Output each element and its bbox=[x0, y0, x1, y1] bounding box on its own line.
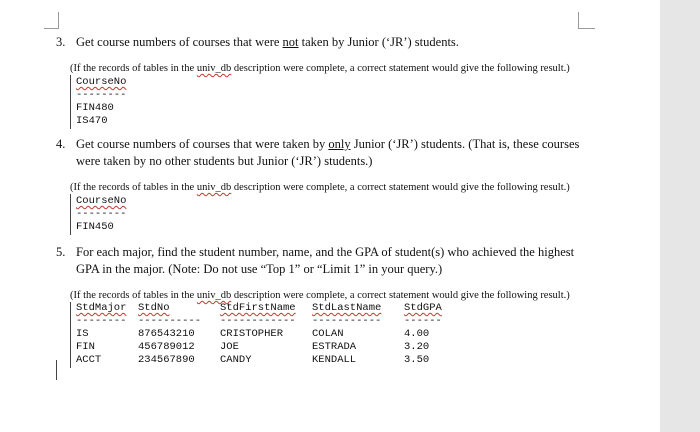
table-header-row bbox=[76, 302, 442, 315]
right-scroll-gutter bbox=[660, 0, 700, 432]
cell-stdfirstname: CANDY bbox=[220, 354, 252, 366]
cell-stdmajor: IS bbox=[76, 328, 89, 340]
header-divider: -------- bbox=[76, 208, 127, 220]
result-left-border bbox=[70, 194, 71, 235]
emphasis-only: only bbox=[328, 137, 351, 151]
result-note: (If the records of tables in the univ_db description were complete, a correct statement would give the following result.) bbox=[70, 63, 570, 74]
table-row bbox=[76, 328, 442, 341]
result-table bbox=[76, 302, 442, 367]
cell-stdlastname: KENDALL bbox=[312, 354, 357, 366]
univ-db-link: univ_db bbox=[196, 63, 232, 74]
result-left-border bbox=[70, 75, 71, 129]
cell-stdmajor: FIN bbox=[76, 341, 95, 353]
question-text: For each major, find the student number, name, and the GPA of student(s) who achieved the highest GPA in the major. (Note: Do not use “Top 1” or “Limit 1” in your query.) bbox=[76, 245, 575, 276]
cell-stdfirstname: CRISTOPHER bbox=[220, 328, 284, 340]
question-text: Get course numbers of courses that were not taken by Junior (‘JR’) students. bbox=[76, 35, 459, 49]
table-row bbox=[76, 341, 442, 354]
divider: ------------ bbox=[220, 315, 296, 327]
result-block-3 bbox=[70, 62, 570, 128]
column-header-courseno: CourseNo bbox=[76, 195, 127, 207]
result-block-4 bbox=[70, 181, 570, 234]
column-header-stdlastname: StdLastName bbox=[312, 302, 382, 314]
page-left-margin-line bbox=[56, 360, 57, 380]
header-divider: -------- bbox=[76, 89, 127, 101]
result-note: (If the records of tables in the univ_db description were complete, a correct statement would give the following result.) bbox=[70, 182, 570, 193]
result-row: IS470 bbox=[76, 115, 108, 127]
cell-stdno: 876543210 bbox=[138, 328, 195, 340]
divider: ---------- bbox=[138, 315, 202, 327]
result-left-border bbox=[70, 302, 71, 368]
cell-stdmajor: ACCT bbox=[76, 354, 102, 366]
univ-db-link: univ_db bbox=[196, 290, 232, 301]
emphasis-not: not bbox=[282, 35, 299, 49]
question-number: 3. bbox=[56, 35, 66, 49]
univ-db-link: univ_db bbox=[196, 182, 232, 193]
divider: ------ bbox=[404, 315, 442, 327]
cell-stdlastname: ESTRADA bbox=[312, 341, 357, 353]
column-header-stdfirstname: StdFirstName bbox=[220, 302, 296, 314]
cell-stdgpa: 3.50 bbox=[404, 354, 430, 366]
divider: ----------- bbox=[312, 315, 382, 327]
column-header-stdgpa: StdGPA bbox=[404, 302, 442, 314]
cell-stdlastname: COLAN bbox=[312, 328, 344, 340]
result-row: FIN480 bbox=[76, 102, 114, 114]
table-row bbox=[76, 354, 442, 367]
question-text: Get course numbers of courses that were taken by only Junior (‘JR’) students. (That is, these courses were taken by no other students but Junior (‘JR’) students.) bbox=[76, 137, 580, 168]
cell-stdgpa: 3.20 bbox=[404, 341, 430, 353]
question-number: 5. bbox=[56, 245, 66, 259]
column-header-courseno: CourseNo bbox=[76, 76, 127, 88]
result-note: (If the records of tables in the univ_db description were complete, a correct statement would give the following result.) bbox=[70, 290, 570, 301]
question-number: 4. bbox=[56, 137, 66, 151]
cell-stdfirstname: JOE bbox=[220, 341, 239, 353]
cell-stdno: 456789012 bbox=[138, 341, 195, 353]
result-block-5 bbox=[70, 289, 570, 367]
divider: -------- bbox=[76, 315, 127, 327]
crop-mark-top-right bbox=[578, 12, 595, 29]
table-divider-row bbox=[76, 315, 442, 328]
cell-stdno: 234567890 bbox=[138, 354, 195, 366]
column-header-stdno: StdNo bbox=[138, 302, 170, 314]
crop-mark-top-left bbox=[44, 12, 59, 29]
result-row: FIN450 bbox=[76, 221, 114, 233]
cell-stdgpa: 4.00 bbox=[404, 328, 430, 340]
column-header-stdmajor: StdMajor bbox=[76, 302, 127, 314]
